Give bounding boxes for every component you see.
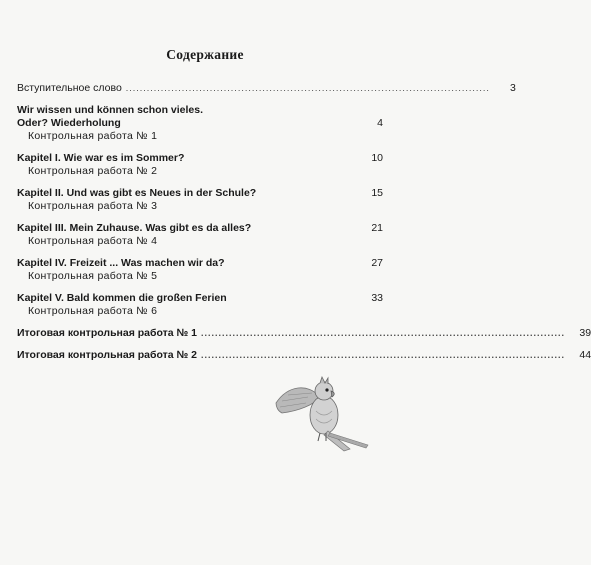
toc-page-number: 15 xyxy=(371,187,383,199)
toc-page-number: 4 xyxy=(377,117,383,129)
toc-entry-title: Вступительное слово xyxy=(17,82,122,94)
toc-subentry: Контрольная работа № 6 xyxy=(28,305,158,317)
toc-entry-kapitel-4[interactable] xyxy=(17,257,383,283)
toc-page-number: 39 xyxy=(579,327,591,339)
toc-page-number: 33 xyxy=(371,292,383,304)
toc-entry-title: Kapitel V. Bald kommen die großen Ferien xyxy=(17,292,227,304)
toc-entry-final-test-1[interactable] xyxy=(17,327,591,340)
toc-entry-title: Итоговая контрольная работа № 1 xyxy=(17,327,197,339)
toc-entry-final-test-2[interactable] xyxy=(17,349,591,362)
toc-entry-title: Kapitel IV. Freizeit ... Was machen wir da? xyxy=(17,257,225,269)
toc-page-number: 44 xyxy=(579,349,591,361)
toc-entry-review[interactable] xyxy=(17,104,383,143)
leader-dots: ........................................................................................................ xyxy=(125,83,490,93)
toc-subentry: Контрольная работа № 1 xyxy=(28,130,158,142)
page-title: Содержание xyxy=(166,47,244,62)
toc-entry-title: Wir wissen und können schon vieles. xyxy=(17,104,204,116)
toc-entry-kapitel-5[interactable] xyxy=(17,292,383,318)
toc-entry-title: Kapitel II. Und was gibt es Neues in der Schule? xyxy=(17,187,257,199)
toc-entry-kapitel-2[interactable] xyxy=(17,187,383,213)
toc-entry-title: Kapitel I. Wie war es im Sommer? xyxy=(17,152,185,164)
leader-dots: ........................................................................................................ xyxy=(201,328,566,338)
table-of-contents xyxy=(17,82,591,371)
toc-page-number: 21 xyxy=(371,222,383,234)
toc-page-number: 3 xyxy=(510,82,516,94)
toc-entry-title: Kapitel III. Mein Zuhause. Was gibt es da alles? xyxy=(17,222,252,234)
toc-entry-intro[interactable] xyxy=(17,82,516,95)
leader-dots: ........................................................................................................ xyxy=(201,350,566,360)
toc-entry-kapitel-1[interactable] xyxy=(17,152,383,178)
toc-subentry: Контрольная работа № 5 xyxy=(28,270,158,282)
toc-page-number: 27 xyxy=(371,257,383,269)
toc-entry-title: Итоговая контрольная работа № 2 xyxy=(17,349,197,361)
toc-subentry: Контрольная работа № 2 xyxy=(28,165,158,177)
toc-page-number: 10 xyxy=(371,152,383,164)
toc-subentry: Контрольная работа № 3 xyxy=(28,200,158,212)
parrot-illustration-icon xyxy=(268,375,378,455)
toc-entry-title-cont: Oder? Wiederholung xyxy=(17,117,121,129)
toc-entry-kapitel-3[interactable] xyxy=(17,222,383,248)
toc-subentry: Контрольная работа № 4 xyxy=(28,235,158,247)
